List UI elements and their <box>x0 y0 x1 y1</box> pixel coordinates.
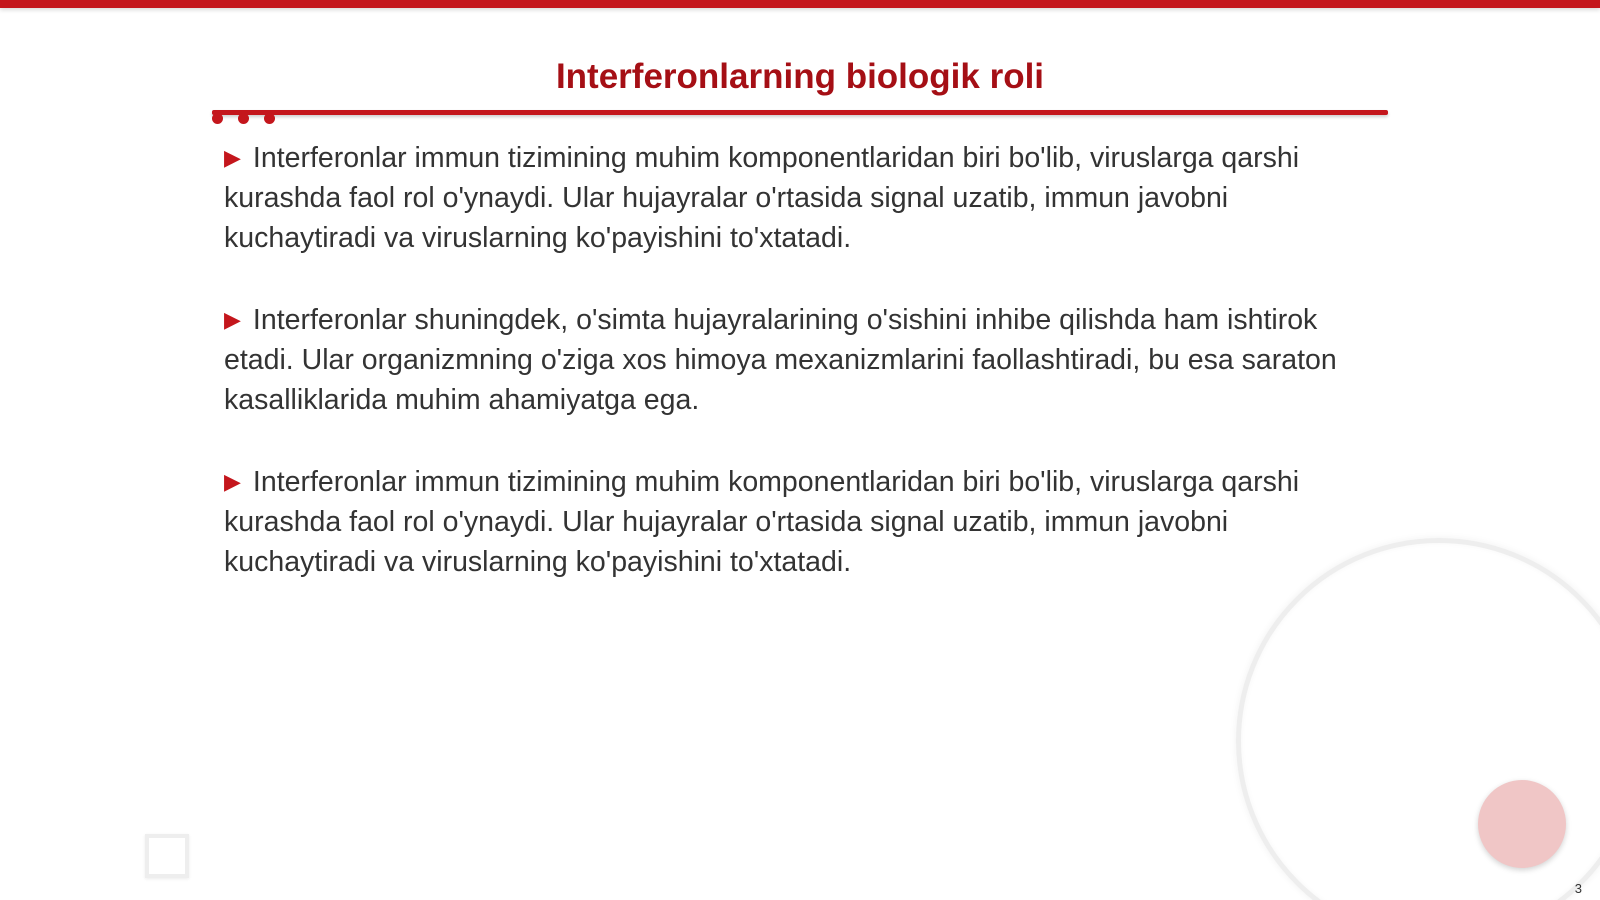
arrow-right-icon: ▶ <box>224 469 241 494</box>
bullet-item <box>224 462 1374 582</box>
bullet-text: Interferonlar immun tizimining muhim komponentlaridan biri bo'lib, viruslarga qarshi kurashda faol rol o'ynaydi. Ular hujayralar o'rtasida signal uzatib, immun javobni kuchaytiradi va viruslarning ko'payishini to'xtatadi. <box>224 466 1300 578</box>
slide-title: Interferonlarning biologik roli <box>555 57 1045 96</box>
title-underline <box>212 110 1388 115</box>
arrow-right-icon: ▶ <box>224 145 241 170</box>
underline-dot <box>238 113 249 124</box>
top-accent-bar <box>0 0 1600 8</box>
underline-dot <box>212 113 223 124</box>
bullet-text: Interferonlar shuningdek, o'simta hujayralarining o'sishini inhibe qilishda ham ishtirok etadi. Ular organizmning o'ziga xos himoya mexanizmlarini faollashtiradi, bu esa saraton kasalliklarida muhim ahamiyatga ega. <box>224 304 1337 416</box>
underline-dot <box>264 113 275 124</box>
underline-dots <box>212 113 275 125</box>
bullet-list <box>224 138 1374 624</box>
bullet-text: Interferonlar immun tizimining muhim komponentlaridan biri bo'lib, viruslarga qarshi kurashda faol rol o'ynaydi. Ular hujayralar o'rtasida signal uzatib, immun javobni kuchaytiradi va viruslarning ko'payishini to'xtatadi. <box>224 142 1300 254</box>
arrow-right-icon: ▶ <box>224 307 241 332</box>
decorative-square <box>145 834 189 878</box>
bullet-item <box>224 138 1374 258</box>
bullet-item <box>224 300 1374 420</box>
page-number: 3 <box>1574 881 1582 896</box>
decorative-circle <box>1478 780 1566 868</box>
